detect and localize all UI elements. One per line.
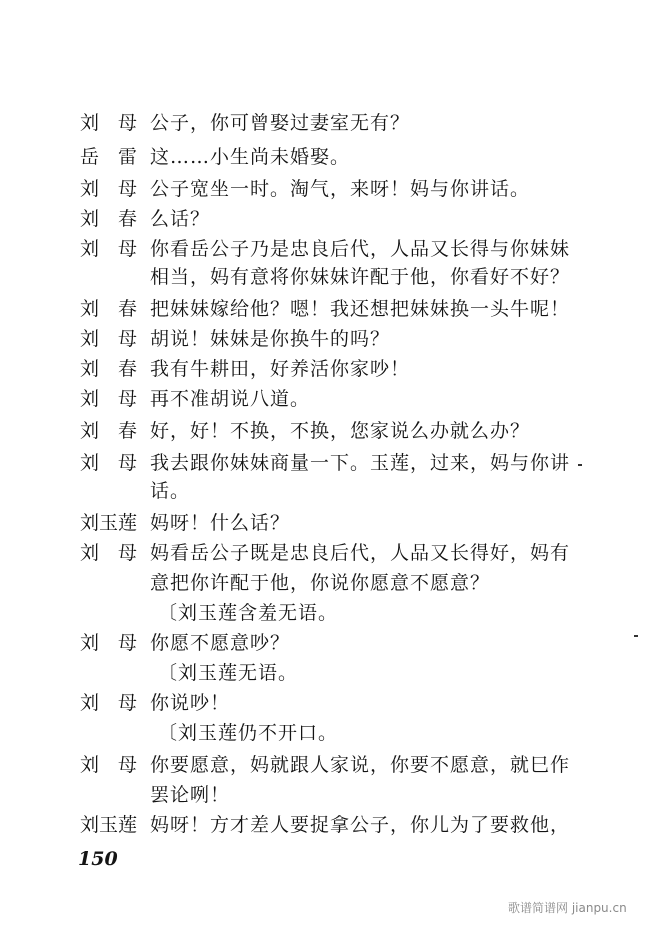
stage-direction-line (0, 718, 656, 748)
stage-direction-line (0, 658, 656, 688)
speaker-name: 刘 春 (80, 208, 138, 230)
dialogue-text: 好，好！不换，不换，您家说么办就么办？ (150, 420, 531, 442)
dialogue-text: 么话？ (150, 208, 211, 230)
dialogue-line (0, 750, 656, 780)
dialogue-line (0, 108, 656, 138)
dialogue-text: 话。 (150, 480, 191, 502)
watermark: 歌谱简谱网 jianpu.cn (508, 901, 627, 915)
dialogue-text: 你愿不愿意吵？ (150, 632, 291, 654)
dialogue-line (0, 354, 656, 384)
speaker-name: 刘 母 (80, 238, 138, 260)
dialogue-text: 罢论咧！ (150, 784, 231, 806)
dialogue-line (0, 448, 656, 478)
dialogue-text: 把妹妹嫁给他？嗯！我还想把妹妹换一头牛呢！ (150, 298, 571, 320)
dialogue-line (0, 142, 656, 172)
dialogue-text: 我有牛耕田，好养活你家吵！ (150, 358, 411, 380)
dialogue-line (0, 294, 656, 324)
dialogue-line (0, 234, 656, 264)
speaker-name: 刘 母 (80, 692, 138, 714)
dialogue-text: 这……小生尚未婚娶。 (150, 146, 351, 168)
dialogue-text: 妈呀！方才差人要捉拿公子，你儿为了要救他， (150, 814, 571, 836)
dialogue-text: 妈看岳公子既是忠良后代，人品又长得好，妈有 (150, 542, 571, 564)
dialogue-text: 公子宽坐一时。淘气，来呀！妈与你讲话。 (150, 178, 531, 200)
speaker-name: 刘 母 (80, 388, 138, 410)
dialogue-line (0, 538, 656, 568)
speaker-name: 刘 母 (80, 632, 138, 654)
dialogue-line (0, 568, 656, 598)
speaker-name: 刘 春 (80, 298, 138, 320)
dialogue-text: 意把你许配于他，你说你愿意不愿意？ (150, 572, 491, 594)
dialogue-line (0, 262, 656, 292)
dialogue-line (0, 508, 656, 538)
dialogue-text: 胡说！妹妹是你换牛的吗？ (150, 328, 391, 350)
speaker-name: 刘 母 (80, 178, 138, 200)
dialogue-text: 公子，你可曾娶过妻室无有？ (150, 112, 411, 134)
stage-direction-line (0, 598, 656, 628)
dialogue-text: 你说吵！ (150, 692, 231, 714)
page-number: 150 (78, 848, 118, 870)
dialogue-line (0, 688, 656, 718)
stage-direction: 〔刘玉莲无语。 (158, 662, 299, 684)
dialogue-text: 妈呀！什么话？ (150, 512, 291, 534)
dialogue-line (0, 174, 656, 204)
dialogue-line (0, 628, 656, 658)
speaker-name: 刘 春 (80, 420, 138, 442)
dialogue-text: 你看岳公子乃是忠良后代，人品又长得与你妹妹 (150, 238, 571, 260)
dialogue-line (0, 810, 656, 840)
dialogue-text: 我去跟你妹妹商量一下。玉莲，过来，妈与你讲 (150, 452, 571, 474)
margin-mark (578, 464, 582, 466)
dialogue-line (0, 204, 656, 234)
dialogue-line (0, 476, 656, 506)
dialogue-text: 你要愿意，妈就跟人家说，你要不愿意，就巳作 (150, 754, 571, 776)
stage-direction: 〔刘玉莲仍不开口。 (158, 722, 339, 744)
dialogue-text: 相当，妈有意将你妹妹许配于他，你看好不好？ (150, 266, 571, 288)
stage-direction: 〔刘玉莲含羞无语。 (158, 602, 339, 624)
speaker-name: 刘 母 (80, 112, 138, 134)
speaker-name: 刘 母 (80, 452, 138, 474)
speaker-name: 刘 春 (80, 358, 138, 380)
dialogue-line (0, 416, 656, 446)
dialogue-text: 再不准胡说八道。 (150, 388, 311, 410)
speaker-name: 岳 雷 (80, 146, 138, 168)
speaker-name: 刘玉莲 (80, 814, 138, 836)
dialogue-line (0, 384, 656, 414)
speaker-name: 刘玉莲 (80, 512, 138, 534)
speaker-name: 刘 母 (80, 328, 138, 350)
dialogue-line (0, 780, 656, 810)
speaker-name: 刘 母 (80, 542, 138, 564)
speaker-name: 刘 母 (80, 754, 138, 776)
margin-mark (634, 635, 638, 637)
dialogue-line (0, 324, 656, 354)
